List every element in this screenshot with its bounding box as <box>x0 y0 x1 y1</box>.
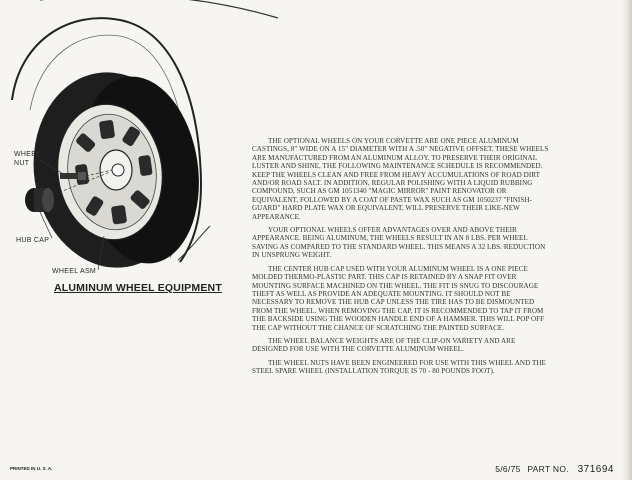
print-date: 5/6/75 <box>495 464 521 474</box>
wheel-nut-part <box>60 172 86 180</box>
paragraph-hub-cap: THE CENTER HUB CAP USED WITH YOUR ALUMINUM WHEEL IS A ONE PIECE MOLDED THERMO-PLASTIC PART. THIS CAP IS RETAINED BY A SNAP FIT OVER MOUNTING SURFACE MACHINED ON THE WHEEL. THE FIT IS SNUG TO DISCOURAGE THEFT AS WELL AS PROVIDE AN ADEQUATE MOUNTING. IT SHOULD NOT BE NECESSARY TO REMOVE THE HUB CAP UNLESS THE TIRE HAS TO BE DISMOUNTED FROM THE WHEEL. WHEN REMOVING THE CAP, IT IS RECOMMENDED TO TAP IT FROM THE BACKSIDE USING THE WOODEN HANDLE END OF A HAMMER. THIS WILL POP OFF THE CAP WITHOUT THE CHANCE OF SCRATCHING THE PAINTED SURFACE. <box>252 264 545 332</box>
part-number-label: PART NO. <box>527 464 569 474</box>
fender-outline <box>40 0 278 18</box>
part-number-block <box>495 464 614 475</box>
printed-in-usa: PRINTED IN U. S. A. <box>10 466 53 471</box>
part-number: 371694 <box>577 464 614 475</box>
hub-cap-face <box>42 188 54 212</box>
illustration-caption: ALUMINUM WHEEL EQUIPMENT <box>54 282 222 294</box>
paragraph-weight-advantages: YOUR OPTIONAL WHEELS OFFER ADVANTAGES OVER AND ABOVE THEIR APPEARANCE. BEING ALUMINUM, THE WHEELS RESULT IN AN 8 LBS. PER WHEEL SAVING AS COMPARED TO THE STANDARD WHEEL. THIS MEANS A 32 LBS. REDUCTION IN UNSPRUNG WEIGHT. <box>252 226 546 260</box>
hub-cap-label: HUB CAP <box>16 237 50 244</box>
paragraph-wheel-maintenance: THE OPTIONAL WHEELS ON YOUR CORVETTE ARE ONE PIECE ALUMINUM CASTINGS, 8" WIDE ON A 15" DIAMETER WITH A .50" NEGATIVE OFFSET. THESE WHEELS ARE MANUFACTURED FROM AN ALUMINUM ALLOY. TO PRESERVE THEIR ORIGINAL LUSTER AND SHINE, THE FOLLOWING MAINTENANCE SCHEDULE IS RECOMMENDED. KEEP THE WHEELS CLEAN AND FREE FROM HEAVY ACCUMULATIONS OF ROAD DIRT AND/OR ROAD SALT. IN ADDITION, REGULAR POLISHING WITH A LIQUID RUBBING COMPOUND, SUCH AS GM 1051340 "MAGIC MIRROR" PAINT RENOVATOR OR EQUIVALENT, FOLLOWED BY A COAT OF PASTE WAX SUCH AS GM 1050237 "FINISH-GUARD" HARD PLATE WAX OR EQUIVALENT, WILL PRESERVE THEIR LIKE-NEW APPEARANCE. <box>252 137 549 221</box>
hub-center <box>112 164 124 176</box>
wheel-asm-label: WHEEL ASM <box>52 268 97 275</box>
body-text <box>252 137 550 381</box>
page-edge <box>622 0 632 480</box>
wheel-nut-label: WHEEL NUT <box>14 151 41 167</box>
paragraph-wheel-nuts: THE WHEEL NUTS HAVE BEEN ENGINEERED FOR USE WITH THIS WHEEL AND THE STEEL SPARE WHEEL (INSTALLATION TORQUE IS 70 - 80 POUNDS FOOT). <box>252 358 546 376</box>
paragraph-balance-weights: THE WHEEL BALANCE WEIGHTS ARE OF THE CLIP-ON VARIETY AND ARE DESIGNED FOR USE WITH THE CORVETTE ALUMINUM WHEEL. <box>252 336 516 354</box>
